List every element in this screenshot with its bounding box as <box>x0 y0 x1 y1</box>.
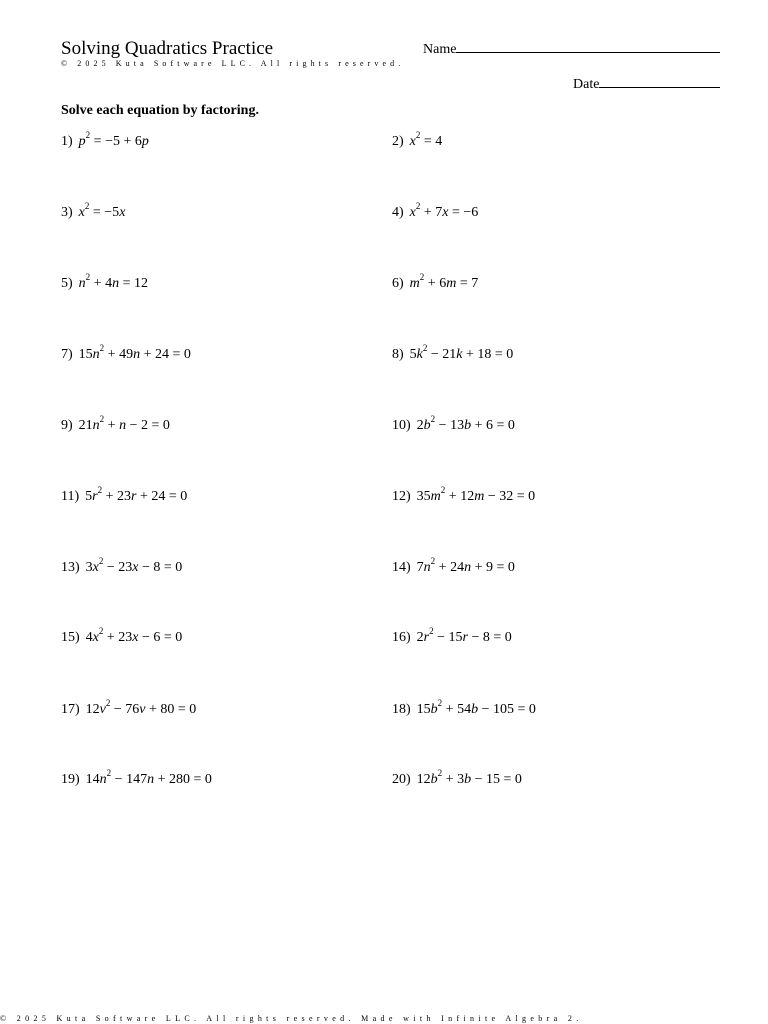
problem-equation: $15n^2 + 49n + 24 = 0$ <box>78 343 191 362</box>
date-label: Date <box>573 77 600 92</box>
instructions: Solve each equation by factoring. <box>61 103 259 118</box>
problem-number: 3) <box>61 205 73 220</box>
name-field[interactable] <box>423 38 720 58</box>
problem-equation: $p^2 = -5 + 6p$ <box>78 130 149 149</box>
problem-item <box>392 343 514 363</box>
problem-item <box>392 130 443 150</box>
problem-number: 10) <box>392 418 411 433</box>
problem-number: 7) <box>61 347 73 362</box>
problem-number: 4) <box>392 205 404 220</box>
problem-item <box>61 272 148 292</box>
problem-number: 15) <box>61 630 80 645</box>
problem-number: 9) <box>61 418 73 433</box>
problem-number: 1) <box>61 134 73 149</box>
name-label: Name <box>423 42 457 57</box>
problem-number: 2) <box>392 134 404 149</box>
problem-equation: $35m^2 + 12m - 32 = 0$ <box>416 485 536 504</box>
problem-equation: $x^2 = -5x$ <box>78 201 126 220</box>
problem-item <box>392 485 536 505</box>
problem-number: 14) <box>392 560 411 575</box>
problem-number: 6) <box>392 276 404 291</box>
problem-item <box>61 485 188 505</box>
problem-number: 11) <box>61 489 80 504</box>
problem-item <box>61 768 212 788</box>
problem-equation: $m^2 + 6m = 7$ <box>409 272 479 291</box>
problem-number: 13) <box>61 560 80 575</box>
problem-item <box>392 626 512 646</box>
problem-equation: $14n^2 - 147n + 280 = 0$ <box>85 768 212 787</box>
problem-item <box>61 414 170 434</box>
problem-equation: $2b^2 - 13b + 6 = 0$ <box>416 414 515 433</box>
problem-item <box>392 414 515 434</box>
problem-number: 17) <box>61 702 80 717</box>
problem-item <box>61 698 197 718</box>
problem-equation: $15b^2 + 54b - 105 = 0$ <box>416 698 536 717</box>
copyright-notice: © 2025 Kuta Software LLC. All rights reserved. <box>61 59 405 68</box>
problem-equation: $4x^2 + 23x - 6 = 0$ <box>85 626 183 645</box>
problem-equation: $x^2 = 4$ <box>409 130 443 149</box>
worksheet-title: Solving Quadratics Practice <box>61 38 274 59</box>
problem-equation: $n^2 + 4n = 12$ <box>78 272 148 291</box>
name-blank-line[interactable] <box>456 38 720 53</box>
problem-item <box>61 201 126 221</box>
problem-item <box>61 343 191 363</box>
problem-item <box>392 272 479 292</box>
problem-item <box>61 626 183 646</box>
problem-number: 18) <box>392 702 411 717</box>
problem-item <box>61 130 149 150</box>
footer-copyright: © 2025 Kuta Software LLC. All rights reserved. Made with Infinite Algebra 2. <box>0 1014 583 1023</box>
problem-number: 5) <box>61 276 73 291</box>
problem-equation: $2r^2 - 15r - 8 = 0$ <box>416 626 512 645</box>
problem-equation: $x^2 + 7x = -6$ <box>409 201 479 220</box>
problem-number: 12) <box>392 489 411 504</box>
problem-equation: $12b^2 + 3b - 15 = 0$ <box>416 768 522 787</box>
problem-equation: $21n^2 + n - 2 = 0$ <box>78 414 170 433</box>
problem-item <box>392 556 515 576</box>
problem-item <box>392 201 479 221</box>
problem-number: 20) <box>392 772 411 787</box>
problem-equation: $12v^2 - 76v + 80 = 0$ <box>85 698 197 717</box>
problem-number: 19) <box>61 772 80 787</box>
problem-equation: $3x^2 - 23x - 8 = 0$ <box>85 556 183 575</box>
date-field[interactable] <box>573 73 720 93</box>
problem-item <box>61 556 183 576</box>
problem-item <box>392 768 522 788</box>
problem-equation: $5k^2 - 21k + 18 = 0$ <box>409 343 514 362</box>
problem-number: 16) <box>392 630 411 645</box>
problem-equation: $5r^2 + 23r + 24 = 0$ <box>85 485 188 504</box>
problem-item <box>392 698 536 718</box>
date-blank-line[interactable] <box>599 73 720 88</box>
problem-equation: $7n^2 + 24n + 9 = 0$ <box>416 556 515 575</box>
problem-number: 8) <box>392 347 404 362</box>
